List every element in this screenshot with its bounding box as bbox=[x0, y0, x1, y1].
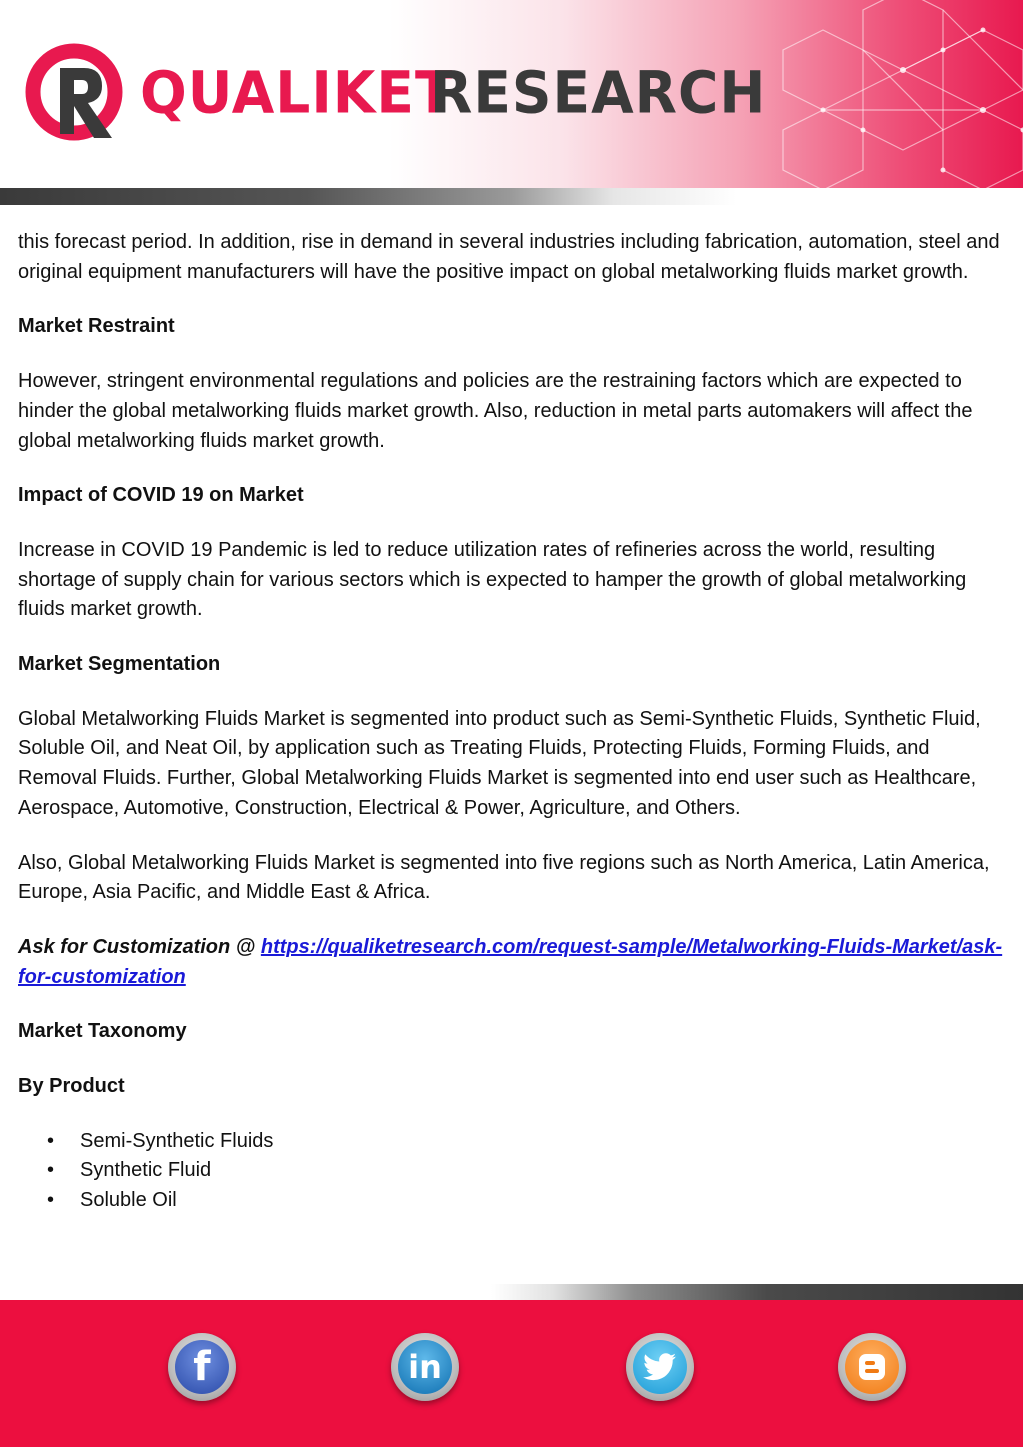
by-product-heading: By Product bbox=[18, 1075, 125, 1098]
blogger-button[interactable] bbox=[838, 1333, 906, 1401]
market-segmentation-paragraph: Global Metalworking Fluids Market is segmented into product such as Semi-Synthetic Fluids, Synthetic Fluid, Soluble Oil, and Neat Oil, by application such as Treating Fluids, Protecting Fluids, Forming Fluids, and Removal Fluids. Further, Global Metalworking Fluids Market is segmented into end user such as Healthcare, Aerospace, Automotive, Construction, Electrical & Power, Agriculture, and Others. bbox=[18, 707, 981, 819]
customization-line bbox=[18, 933, 1008, 992]
page-header bbox=[0, 0, 1023, 190]
blogger-icon bbox=[845, 1340, 899, 1394]
customization-label: Ask for Customization @ bbox=[18, 935, 261, 958]
product-label: Soluble Oil bbox=[80, 1189, 177, 1212]
list-item bbox=[47, 1127, 1008, 1157]
market-taxonomy-heading: Market Taxonomy bbox=[18, 1020, 187, 1043]
facebook-icon: f bbox=[175, 1340, 229, 1394]
list-item bbox=[47, 1156, 1008, 1186]
product-label: Semi-Synthetic Fluids bbox=[80, 1129, 274, 1152]
product-list bbox=[18, 1127, 1008, 1216]
bullet-icon: • bbox=[47, 1189, 55, 1212]
covid-impact-paragraph: Increase in COVID 19 Pandemic is led to reduce utilization rates of refineries across the world, resulting shortage of supply chain for various sectors which is expected to hamper the growth of global metalworking fluids market growth. bbox=[18, 538, 967, 621]
logo-wordmark-qualiket: QUALIKET bbox=[140, 58, 454, 126]
market-restraint-paragraph: However, stringent environmental regulations and policies are the restraining factors which are expected to hinder the global metalworking fluids market growth. Also, reduction in metal parts automakers will affect the global metalworking fluids market growth. bbox=[18, 370, 973, 452]
list-item bbox=[47, 1186, 1008, 1216]
bullet-icon: • bbox=[47, 1159, 55, 1182]
intro-paragraph: this forecast period. In addition, rise in demand in several industries including fabrication, automation, steel and original equipment manufacturers will have the positive impact on global metalworking fluids market growth. bbox=[18, 231, 1000, 283]
product-label: Synthetic Fluid bbox=[80, 1159, 212, 1182]
twitter-icon bbox=[633, 1340, 687, 1394]
market-segmentation-heading: Market Segmentation bbox=[18, 653, 221, 676]
bullet-icon: • bbox=[47, 1129, 55, 1152]
covid-impact-heading: Impact of COVID 19 on Market bbox=[18, 484, 304, 507]
header-divider-bar bbox=[0, 188, 1023, 205]
customization-link[interactable]: https://qualiketresearch.com/request-sample/Metalworking-Fluids-Market/ask-for-customization bbox=[18, 935, 1003, 988]
linkedin-icon: in bbox=[398, 1340, 452, 1394]
market-restraint-heading: Market Restraint bbox=[18, 315, 175, 338]
logo-wordmark-research: RESEARCH bbox=[430, 58, 767, 126]
facebook-button[interactable] bbox=[168, 1333, 236, 1401]
twitter-button[interactable] bbox=[626, 1333, 694, 1401]
linkedin-button[interactable] bbox=[391, 1333, 459, 1401]
qualiket-logo-icon bbox=[22, 38, 134, 150]
document-body bbox=[18, 228, 1008, 1216]
page-footer bbox=[0, 1300, 1023, 1447]
regions-paragraph: Also, Global Metalworking Fluids Market is segmented into five regions such as North America, Latin America, Europe, Asia Pacific, and Middle East & Africa. bbox=[18, 851, 990, 904]
footer-divider-bar bbox=[0, 1284, 1023, 1300]
